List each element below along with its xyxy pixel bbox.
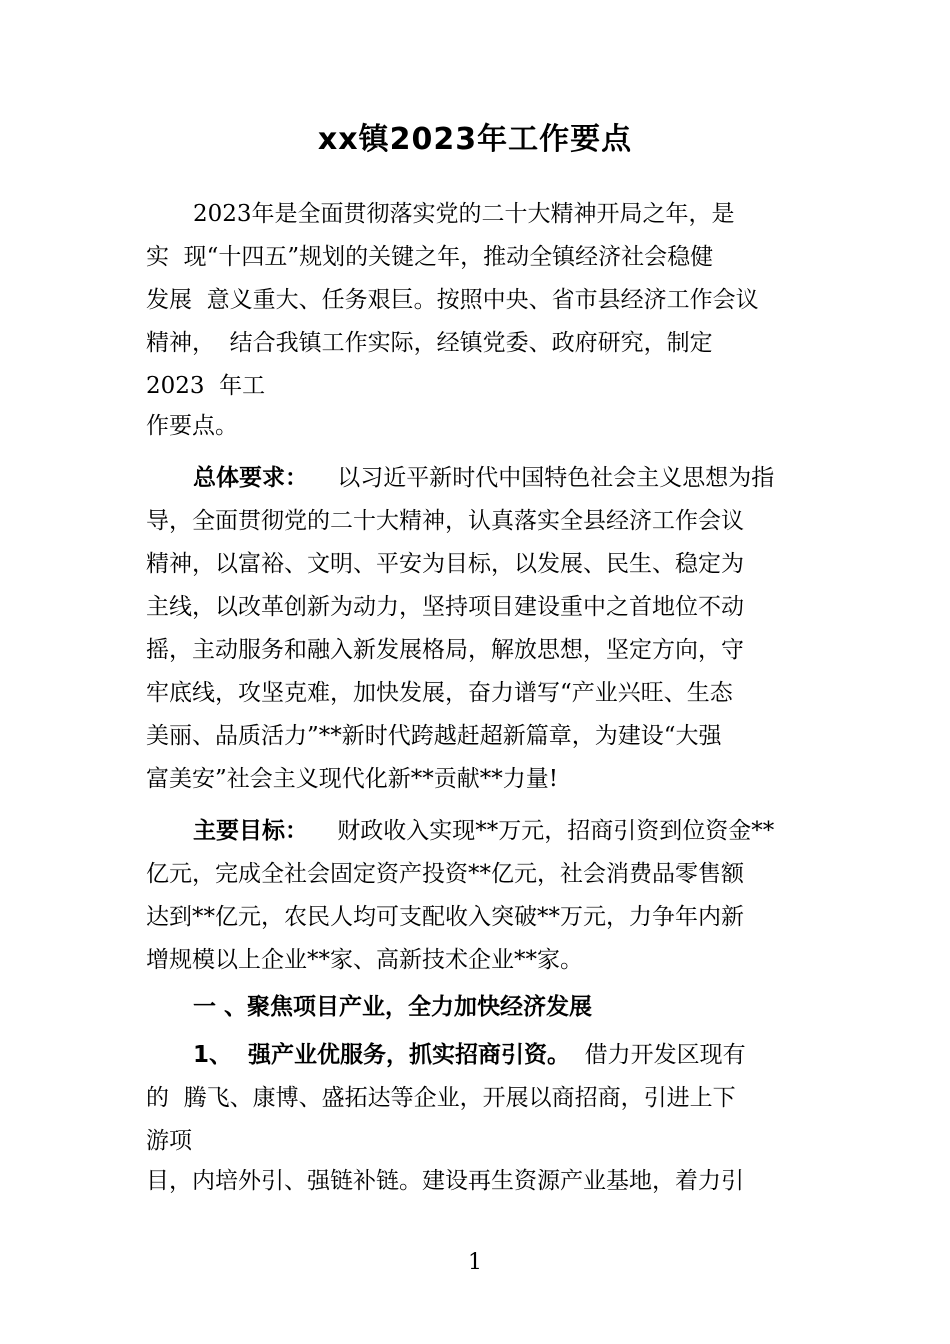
intro-line: 实 现“十四五”规划的关键之年，推动全镇经济社会稳健 bbox=[146, 244, 714, 270]
intro-line: 2023 年工 bbox=[146, 373, 266, 399]
section-heading: 一 、聚焦项目产业，全力加快经济发展 bbox=[193, 994, 593, 1020]
item-line: 游项 bbox=[146, 1128, 192, 1154]
main-goals-line: 增规模以上企业**家、高新技术企业**家。 bbox=[146, 947, 583, 973]
general-requirements-label: 总体要求： bbox=[193, 465, 308, 491]
intro-line: 发展 意义重大、任务艰巨。按照中央、省市县经济工作会议 bbox=[146, 287, 759, 313]
item-line: 的 腾飞、康博、盛拓达等企业，开展以商招商，引进上下 bbox=[146, 1085, 736, 1111]
general-requirements-line: 美丽、品质活力”**新时代跨越赶超新篇章，为建设“大强 bbox=[146, 723, 722, 749]
item-heading: 1、 强产业优服务，抓实招商引资。 bbox=[193, 1042, 571, 1068]
general-requirements-line: 摇，主动服务和融入新发展格局，解放思想，坚定方向，守 bbox=[146, 637, 744, 663]
general-requirements-line: 主线，以改革创新为动力，坚持项目建设重中之首地位不动 bbox=[146, 594, 744, 620]
intro-line: 作要点。 bbox=[146, 413, 238, 439]
main-goals-line: 达到**亿元，农民人均可支配收入突破**万元，力争年内新 bbox=[146, 904, 744, 930]
document-title: xx镇2023年工作要点 bbox=[317, 122, 633, 157]
general-requirements-line: 导，全面贯彻党的二十大精神，认真落实全县经济工作会议 bbox=[146, 508, 744, 534]
general-requirements-text: 以习近平新时代中国特色社会主义思想为指 bbox=[308, 465, 775, 491]
general-requirements-line: 牢底线，攻坚克难，加快发展，奋力谱写“产业兴旺、生态 bbox=[146, 680, 733, 706]
item-first-line bbox=[193, 1038, 746, 1072]
intro-line: 2023年是全面贯彻落实党的二十大精神开局之年，是 bbox=[193, 201, 735, 227]
main-goals-label: 主要目标： bbox=[193, 818, 308, 844]
main-goals-text: 财政收入实现**万元，招商引资到位资金** bbox=[308, 818, 775, 844]
main-goals-first-line bbox=[193, 814, 774, 848]
intro-line: 精神， 结合我镇工作实际，经镇党委、政府研究，制定 bbox=[146, 330, 713, 356]
item-text: 借力开发区现有 bbox=[570, 1042, 746, 1068]
item-line: 目，内培外引、强链补链。建设再生资源产业基地，着力引 bbox=[146, 1168, 744, 1194]
page-number: 1 bbox=[468, 1250, 482, 1275]
general-requirements-line: 富美安”社会主义现代化新**贡献**力量! bbox=[146, 766, 559, 792]
general-requirements-line: 精神，以富裕、文明、平安为目标，以发展、民生、稳定为 bbox=[146, 551, 744, 577]
general-requirements-first-line bbox=[193, 461, 774, 495]
main-goals-line: 亿元，完成全社会固定资产投资**亿元，社会消费品零售额 bbox=[146, 861, 744, 887]
